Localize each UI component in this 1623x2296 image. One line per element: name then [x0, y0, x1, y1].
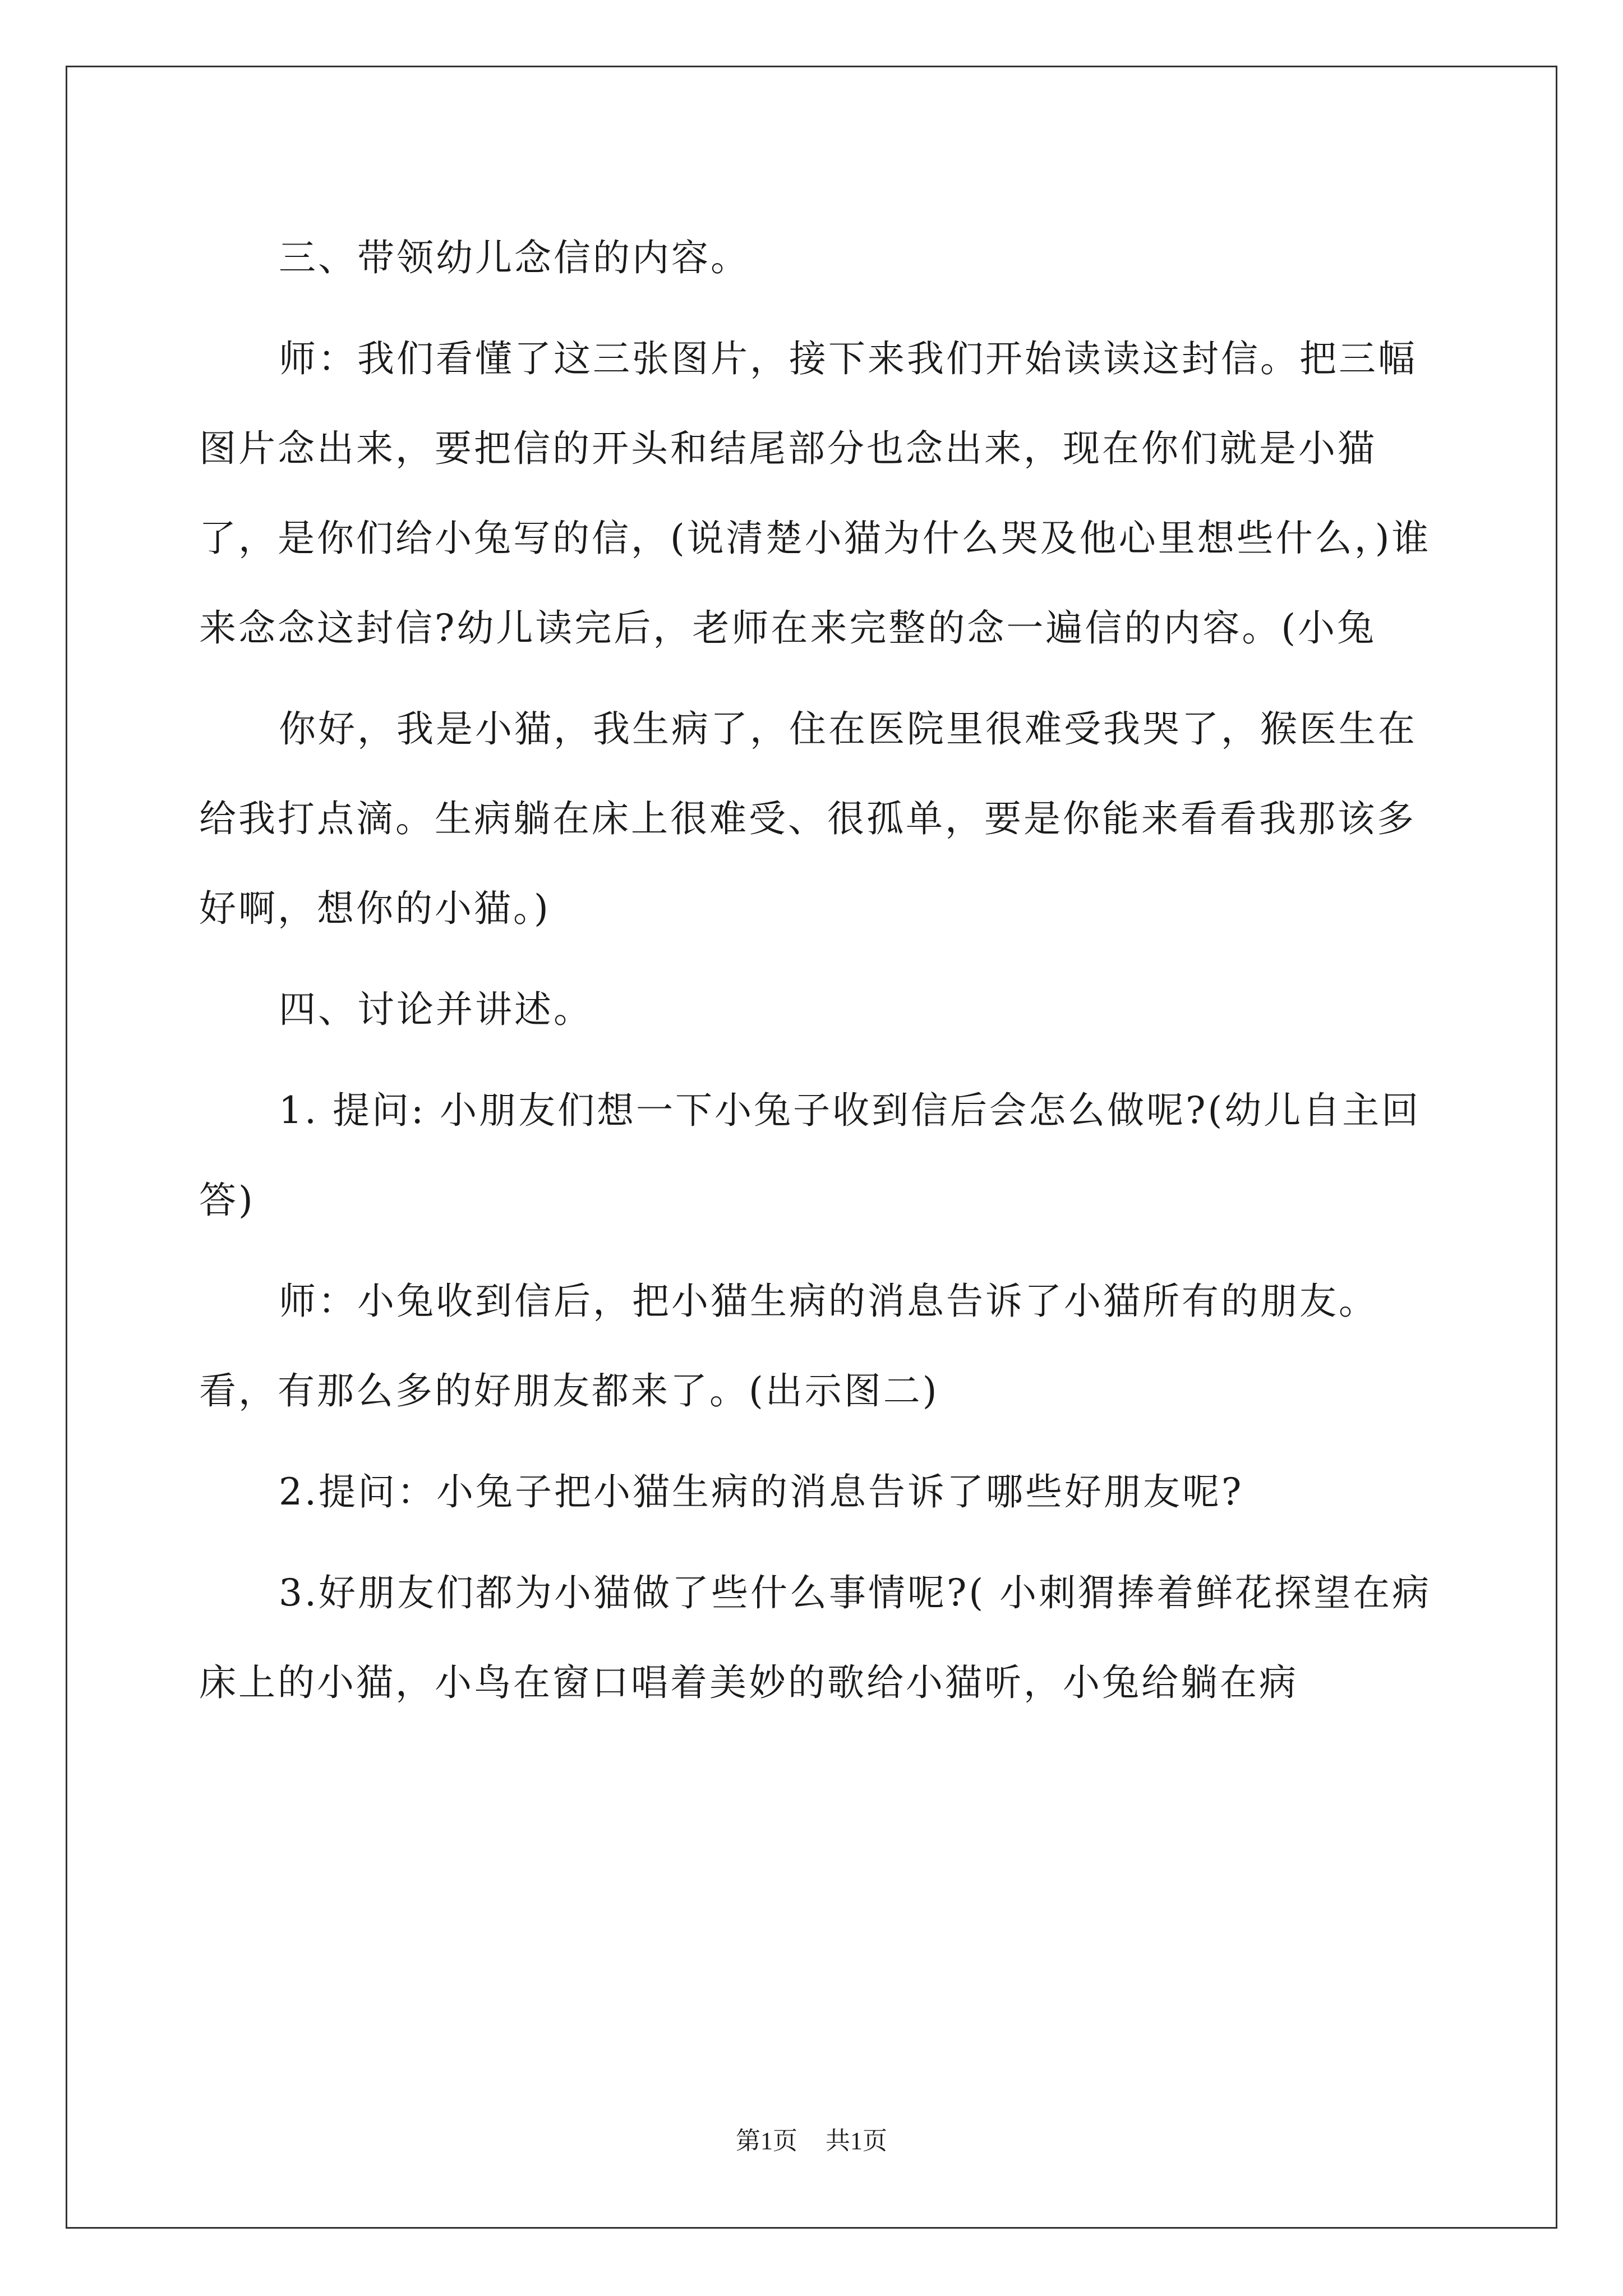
page-number: 第1页	[736, 2127, 797, 2155]
paragraph-question-one: 1. 提问: 小朋友们想一下小兔子收到信后会怎么做呢?(幼儿自主回答)	[199, 1089, 1421, 1222]
paragraph-teacher-friends: 师：小兔收到信后，把小猫生病的消息告诉了小猫所有的朋友。看，有那么多的好朋友都来了。(出示图二)	[199, 1280, 1378, 1412]
paragraph-question-three: 3.好朋友们都为小猫做了些什么事情呢?( 小刺猬捧着鲜花探望在病床上的小猫，小鸟在窗口唱着美妙的歌给小猫听，小兔给躺在病	[199, 1571, 1432, 1704]
document-body	[199, 213, 1433, 1728]
paragraph-section-three-heading: 三、带领幼儿念信的内容。	[279, 236, 750, 279]
paragraph-section-four-heading: 四、讨论并讲述。	[279, 988, 593, 1031]
paragraph-teacher-letter-reading: 师：我们看懂了这三张图片，接下来我们开始读读这封信。把三幅图片念出来，要把信的开头和结尾部分也念出来，现在你们就是小猫了，是你们给小兔写的信，(说清楚小猫为什么哭及他心里想些什么，)谁来念念这封信?幼儿读完后，老师在来完整的念一遍信的内容。(小兔	[199, 337, 1431, 650]
page-footer	[0, 2120, 1623, 2156]
paragraph-question-two: 2.提问：小兔子把小猫生病的消息告诉了哪些好朋友呢?	[279, 1470, 1244, 1513]
page-total: 共1页	[826, 2127, 887, 2155]
paragraph-letter-body: 你好，我是小猫，我生病了，住在医院里很难受我哭了，猴医生在给我打点滴。生病躺在床上很难受、很孤单，要是你能来看看我那该多好啊，想你的小猫。)	[199, 707, 1417, 930]
